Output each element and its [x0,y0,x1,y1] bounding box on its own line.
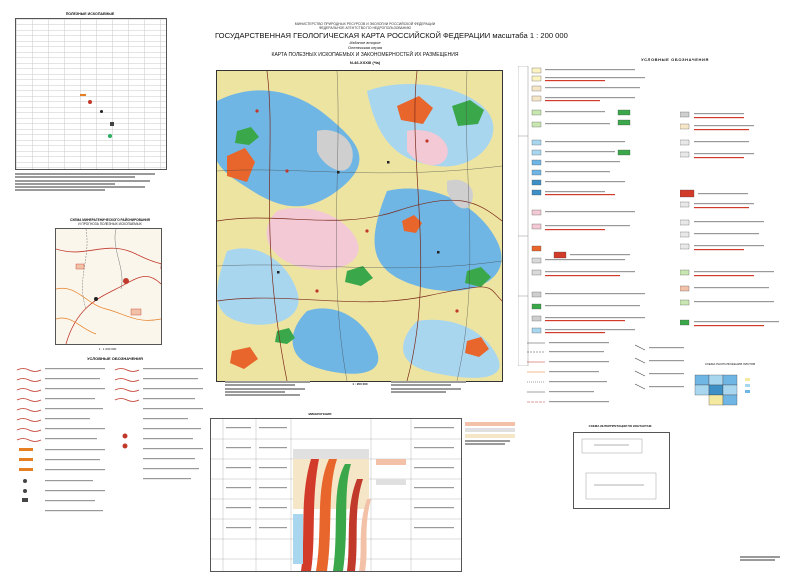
minerals-table-title: ПОЛЕЗНЫЕ ИСКОПАЕМЫЕ [65,12,115,16]
title-text: ГОСУДАРСТВЕННАЯ ГЕОЛОГИЧЕСКАЯ КАРТА РОССИЙСКОЙ ФЕДЕРАЦИИ [215,31,491,40]
right-legend-column [518,66,678,366]
stratigraphic-drawing [211,419,461,571]
minerageny-inset [55,218,165,226]
ministry-text: МИНИСТЕРСТВО ПРИРОДНЫХ РЕСУРСОВ И ЭКОЛОГИИ РОССИЙСКОЙ ФЕДЕРАЦИИ [294,22,436,26]
left-legend [15,366,210,556]
left-legend-symbols [15,366,210,556]
bottom-scheme-title: СХЕМА ИНТЕРПРЕТАЦИИ ПО КОНТАКТАМ [588,424,652,428]
right-legend-2-swatches [680,110,790,340]
right-legend-swatches [518,66,678,366]
table-notes [15,172,165,192]
geologic-map-drawing [217,71,502,381]
left-legend-title: УСЛОВНЫЕ ОБОЗНАЧЕНИЯ [87,356,143,361]
stratigraphic-column [210,418,462,572]
map-name: КАРТА ПОЛЕЗНЫХ ИСКОПАЕМЫХ И ЗАКОНОМЕРНОСТЕЙ ИХ РАЗМЕЩЕНИЯ [271,52,459,58]
main-map [216,70,503,382]
map-title [215,31,568,40]
inset-map [55,228,162,345]
minerals-table-symbols [70,82,130,162]
sheet-layout-drawing [690,370,770,415]
right-legend-title: УСЛОВНЫЕ ОБОЗНАЧЕНИЯ [641,57,709,62]
map-scale: 1 : 200 000 [352,382,368,386]
bottom-scheme [573,432,670,509]
minerals-table [15,12,165,170]
structural-legend [525,340,690,415]
inset-subtitle: И ПРОГНОЗА ПОЛЕЗНЫХ ИСКОПАЕМЫХ [78,222,142,226]
agency-text: ФЕДЕРАЛЬНОЕ АГЕНТСТВО ПО НЕДРОПОЛЬЗОВАНИЮ [318,26,412,30]
edition-text: Издание второе [349,40,381,45]
structural-legend-symbols [525,340,690,415]
bottom-scheme-drawing [574,433,669,508]
series-text: Оленекская серия [347,45,383,50]
stratigraphy-title: МИНЕРАГЕНИЯ [308,412,332,416]
sheet-layout-scheme [690,370,770,415]
inset-map-drawing [56,229,161,344]
right-legend-column-2 [680,110,790,340]
header [215,22,568,65]
small-scheme-title: СХЕМА РАСПОЛОЖЕНИЯ ЛИСТОВ [704,362,756,366]
scale-label: масштаба 1 : 200 000 [492,31,568,40]
sheet-number: N-46-XXXIII (Ча) [349,60,381,65]
inset-title: СХЕМА МИНЕРАГЕНИЧЕСКОГО РАЙОНИРОВАНИЯ [70,218,150,222]
print-stamp [740,555,785,563]
correlation-bars [465,420,525,500]
inset-scale: 1 : 1 000 000 [98,347,117,351]
under-map-notes [225,380,495,397]
